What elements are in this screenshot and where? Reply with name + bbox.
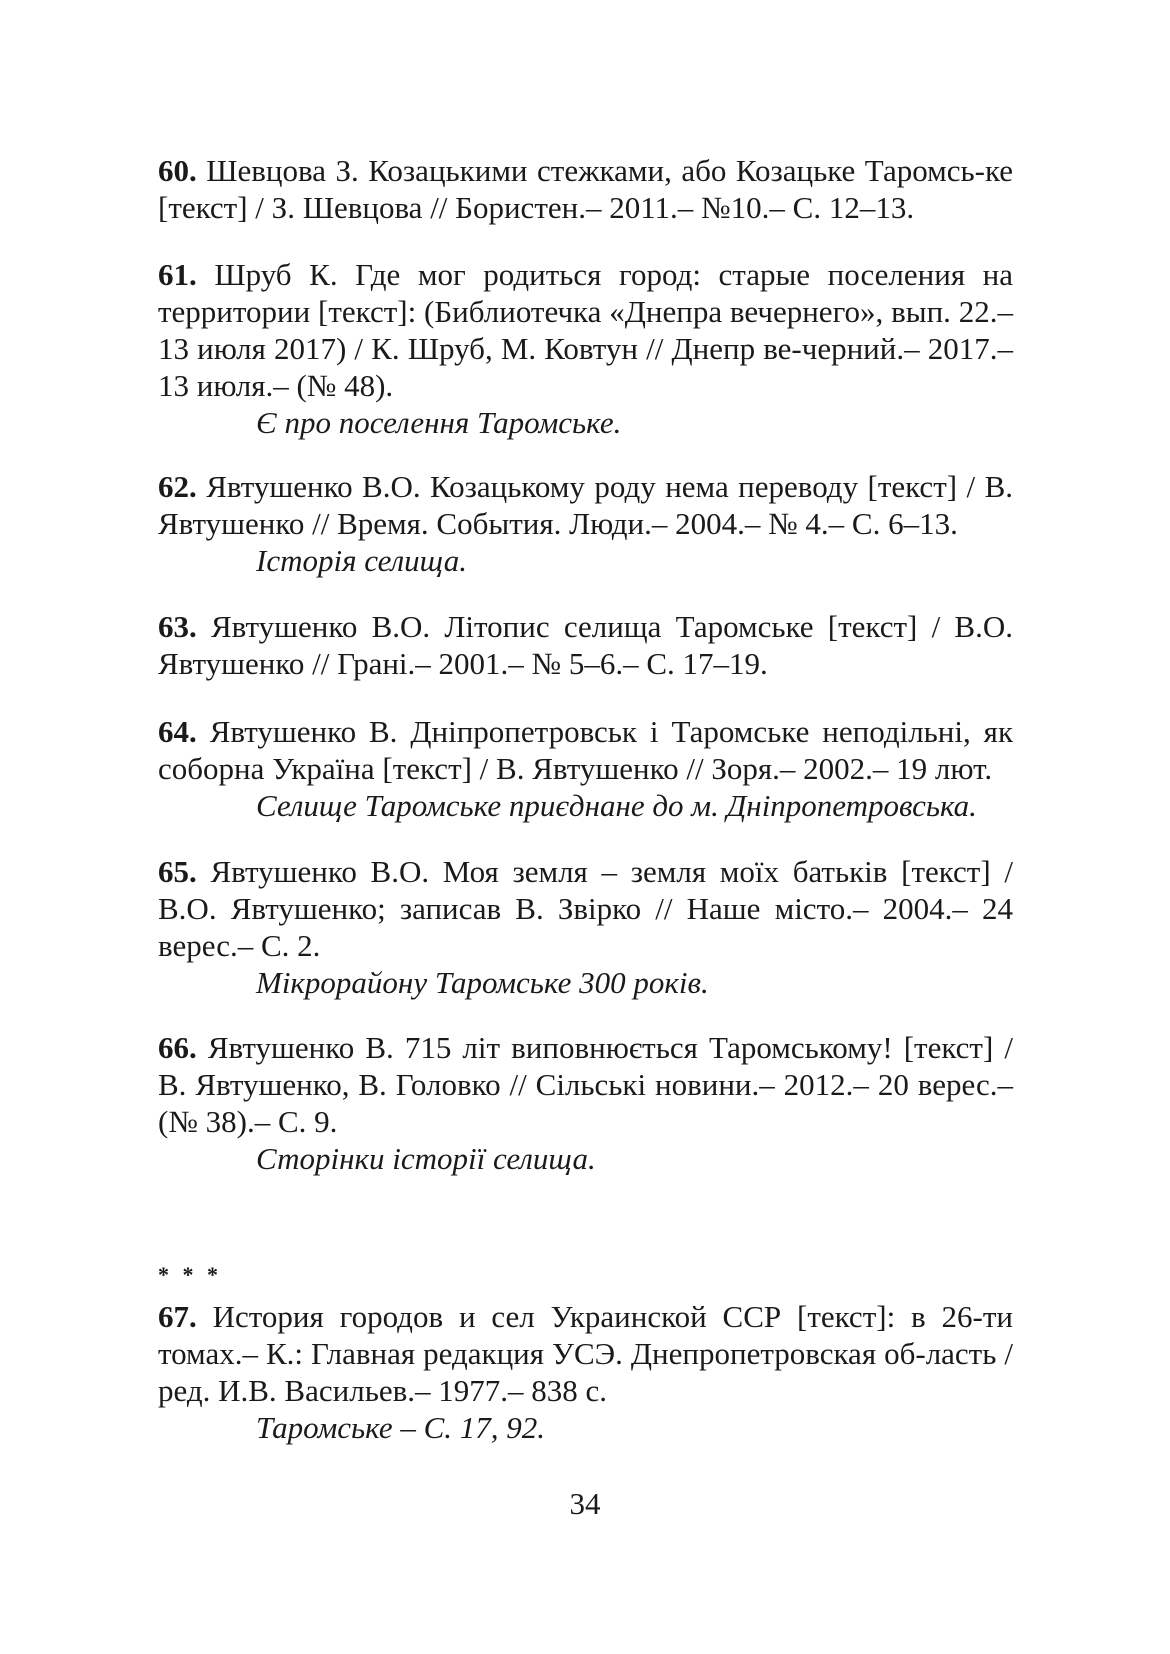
entry-text [158, 256, 1013, 404]
bibliography-entry-63 [158, 608, 1013, 682]
entry-number: 63. [158, 609, 197, 644]
bibliography-entry-60 [158, 152, 1013, 226]
entry-number: 61. [158, 257, 197, 292]
entry-text [158, 713, 1013, 787]
entry-number: 60. [158, 153, 197, 188]
bibliography-entry-66 [158, 1029, 1013, 1177]
entry-citation: Явтушенко В.О. Козацькому роду нема переводу [текст] / В. Явтушенко // Время. События. Люди.– 2004.– № 4.– С. 6–13. [158, 469, 1013, 541]
entry-number: 62. [158, 469, 197, 504]
entry-text [158, 853, 1013, 964]
entry-annotation: Є про поселення Таромське. [256, 405, 622, 440]
entry-annotation: Мікрорайону Таромське 300 років. [256, 965, 709, 1000]
entry-number: 64. [158, 714, 197, 749]
section-separator: * * * [158, 1262, 222, 1287]
entry-text [158, 608, 1013, 682]
entry-citation: Явтушенко В. 715 літ виповнюється Таромському! [текст] / В. Явтушенко, В. Головко // Сільські новини.– 2012.– 20 верес.– (№ 38).– С. 9. [158, 1030, 1013, 1139]
entry-text [158, 468, 1013, 542]
entry-text [158, 1029, 1013, 1140]
entry-text [158, 152, 1013, 226]
entry-number: 66. [158, 1030, 197, 1065]
entry-citation: Шевцова З. Козацькими стежками, або Козацьке Таромсь-ке [текст] / З. Шевцова // Бористен.– 2011.– №10.– С. 12–13. [158, 153, 1013, 225]
bibliography-entry-61 [158, 256, 1013, 441]
entry-citation: Явтушенко В.О. Моя земля – земля моїх батьків [текст] / В.О. Явтушенко; записав В. Звірко // Наше місто.– 2004.– 24 верес.– С. 2. [158, 854, 1013, 963]
entry-text [158, 1298, 1013, 1409]
entry-citation: Явтушенко В. Дніпропетровськ і Таромське неподільні, як соборна Україна [текст] / В. Явтушенко // Зоря.– 2002.– 19 лют. [158, 714, 1014, 786]
entry-citation: Явтушенко В.О. Літопис селища Таромське [текст] / В.О. Явтушенко // Грані.– 2001.– № 5–6.– С. 17–19. [158, 609, 1013, 681]
entry-number: 65. [158, 854, 197, 889]
entry-annotation: Селище Таромське приєднане до м. Дніпропетровська. [256, 788, 977, 823]
bibliography-entry-64 [158, 713, 1013, 824]
page-number: 34 [569, 1486, 601, 1521]
entry-citation: История городов и сел Украинской ССР [текст]: в 26-ти томах.– К.: Главная редакция УСЭ. Днепропетровская об-ласть / ред. И.В. Васильев.– 1977.– 838 с. [158, 1299, 1014, 1408]
bibliography-entry-67 [158, 1298, 1013, 1446]
entry-annotation: Сторінки історії селища. [256, 1141, 596, 1176]
entry-annotation: Таромське – С. 17, 92. [256, 1410, 546, 1445]
bibliography-entry-65 [158, 853, 1013, 1001]
entry-annotation: Історія селища. [256, 543, 468, 578]
bibliography-entry-62 [158, 468, 1013, 579]
entry-citation: Шруб К. Где мог родиться город: старые поселения на территории [текст]: (Библиотечка «Днепра вечернего», вып. 22.– 13 июля 2017) / К. Шруб, М. Ковтун // Днепр ве-черний.– 2017.– 13 июля.– (№ 48). [158, 257, 1014, 403]
entry-number: 67. [158, 1299, 197, 1334]
